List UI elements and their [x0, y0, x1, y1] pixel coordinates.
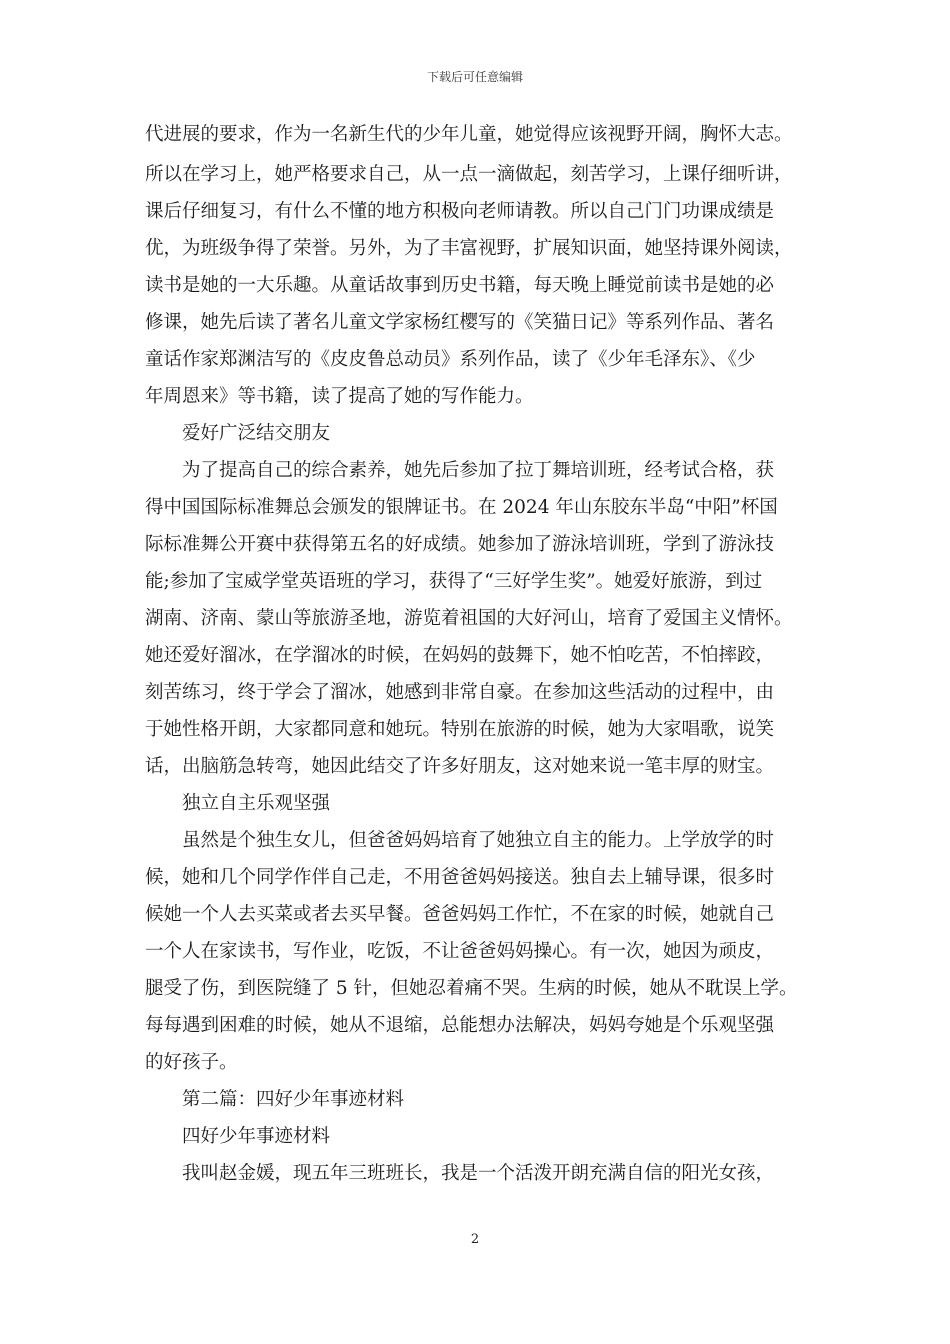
text-line: 际标准舞公开赛中获得第五名的好成绩。她参加了游泳培训班，学到了游泳技 [145, 534, 775, 555]
section-heading: 爱好广泛结交朋友 [145, 423, 331, 444]
text-line: 刻苦练习，终于学会了溜冰，她感到非常自豪。在参加这些活动的过程中，由 [145, 682, 775, 703]
text-line: 我叫赵金媛，现五年三班班长，我是一个活泼开朗充满自信的阳光女孩， [145, 1163, 775, 1184]
text-line: 为了提高自己的综合素养，她先后参加了拉丁舞培训班，经考试合格，获 [145, 460, 775, 481]
text-line: 虽然是个独生女儿，但爸爸妈妈培育了她独立自主的能力。上学放学的时 [145, 830, 775, 851]
text-line: 于她性格开朗，大家都同意和她玩。特别在旅游的时候，她为大家唱歌，说笑 [145, 719, 775, 740]
text-line: 候她一个人去买菜或者去买早餐。爸爸妈妈工作忙，不在家的时候，她就自己 [145, 904, 775, 925]
text-line: 童话作家郑渊洁写的《皮皮鲁总动员》系列作品，读了《少年毛泽东》、《少 [145, 349, 756, 370]
text-line: 话，出脑筋急转弯，她因此结交了许多好朋友，这对她来说一笔丰厚的财宝。 [145, 756, 775, 777]
text-line: 代进展的要求，作为一名新生代的少年儿童，她觉得应该视野开阔，胸怀大志。 [145, 124, 793, 145]
text-line: 她还爱好溜冰，在学溜冰的时候，在妈妈的鼓舞下，她不怕吃苦，不怕摔跤， [145, 645, 775, 666]
section-heading: 独立自主乐观坚强 [145, 793, 331, 814]
text-line: 每每遇到困难的时候，她从不退缩，总能想办法解决，妈妈夸她是个乐观坚强 [145, 1015, 775, 1036]
text-line: 的好孩子。 [145, 1052, 238, 1073]
text-line: 读书是她的一大乐趣。从童话故事到历史书籍，每天晚上睡觉前读书是她的必 [145, 275, 775, 296]
text-line: 所以在学习上，她严格要求自己，从一点一滴做起，刻苦学习，上课仔细听讲， [145, 164, 793, 185]
text-line: 修课，她先后读了著名儿童文学家杨红樱写的《笑猫日记》等系列作品、著名 [145, 312, 775, 333]
text-line: 一个人在家读书，写作业，吃饭，不让爸爸妈妈操心。有一次，她因为顽皮， [145, 941, 775, 962]
text-line: 湖南、济南、蒙山等旅游圣地，游览着祖国的大好河山，培育了爱国主义情怀。 [145, 608, 793, 629]
text-line: 腿受了伤，到医院缝了 5 针，但她忍着痛不哭。生病的时候，她从不耽误上学。 [145, 978, 798, 999]
text-line: 能;参加了宝威学堂英语班的学习，获得了“三好学生奖”。她爱好旅游，到过 [145, 571, 763, 592]
page-number: 2 [470, 1232, 480, 1247]
section-heading: 第二篇：四好少年事迹材料 [145, 1089, 405, 1110]
text-line: 年周恩来》等书籍，读了提高了她的写作能力。 [145, 386, 534, 407]
page-header: 下载后可任意编辑 [426, 70, 523, 84]
text-line: 课后仔细复习，有什么不懂的地方积极向老师请教。所以自己门门功课成绩是 [145, 201, 775, 222]
text-line: 得中国国际标准舞总会颁发的银牌证书。在 2024 年山东胶东半岛“中阳”杯国 [145, 497, 778, 518]
text-line: 候，她和几个同学作伴自己走，不用爸爸妈妈接送。独自去上辅导课，很多时 [145, 867, 775, 888]
section-heading: 四好少年事迹材料 [145, 1126, 331, 1147]
text-line: 优，为班级争得了荣誉。另外，为了丰富视野，扩展知识面，她坚持课外阅读， [145, 238, 793, 259]
